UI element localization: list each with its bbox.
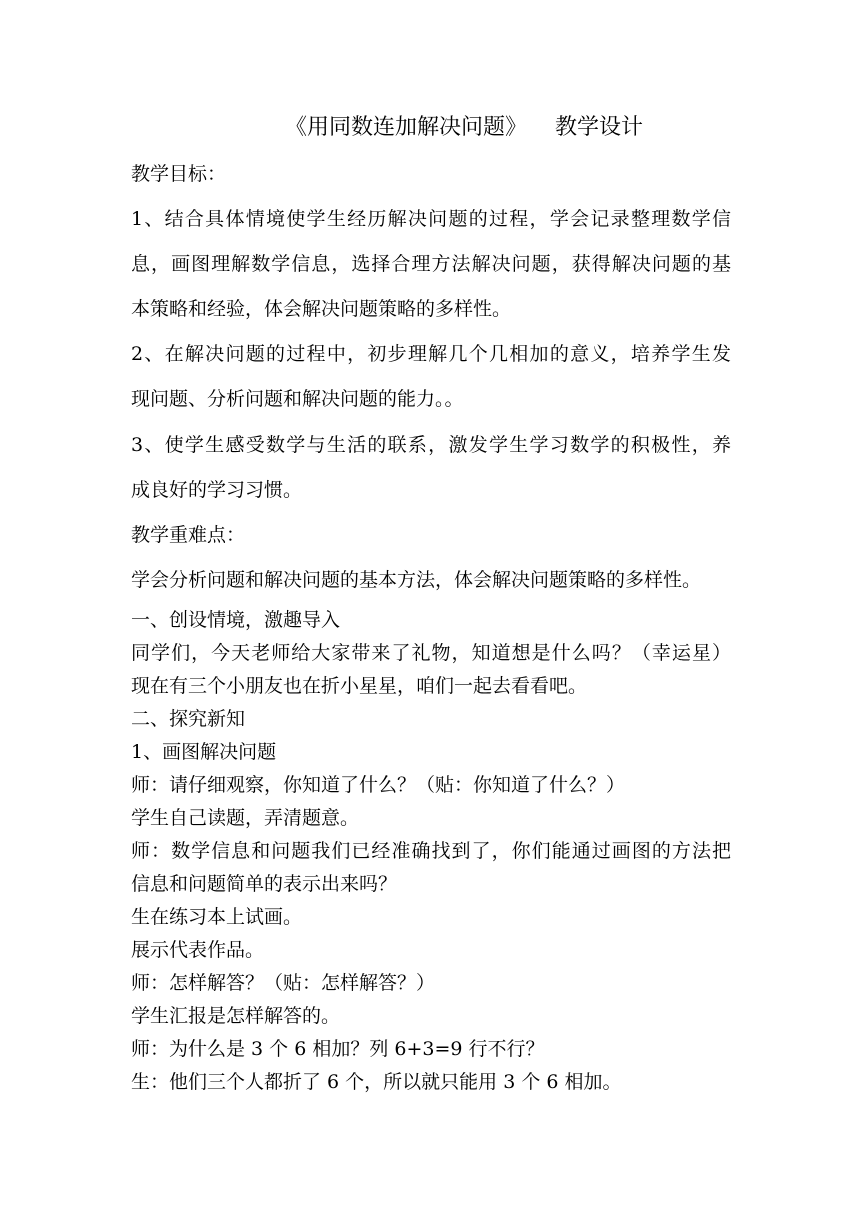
teacher-line-3: 师：怎样解答？（贴：怎样解答？） — [131, 972, 436, 994]
section-2-heading: 二、探究新知 — [131, 708, 246, 730]
goal-1-line-3: 本策略和经验，体会解决问题策略的多样性。 — [131, 298, 512, 320]
key-points-text: 学会分析问题和解决问题的基本方法，体会解决问题策略的多样性。 — [131, 569, 702, 591]
student-line-3: 学生汇报是怎样解答的。 — [131, 1005, 341, 1027]
teacher-line-2a: 师：数学信息和问题我们已经准确找到了，你们能通过画图的方法把 — [131, 840, 731, 862]
heading-key-points: 教学重难点： — [131, 524, 246, 546]
student-line-1: 学生自己读题，弄清题意。 — [131, 807, 360, 829]
subsection-1-heading: 1、画图解决问题 — [131, 741, 277, 763]
goal-2-line-1: 2、在解决问题的过程中，初步理解几个几相加的意义，培养学生发 — [131, 343, 731, 365]
teacher-line-1: 师：请仔细观察，你知道了什么？（贴：你知道了什么？） — [131, 774, 626, 796]
intro-line-2: 现在有三个小朋友也在折小星星，咱们一起去看看吧。 — [131, 675, 588, 697]
goal-1-line-2: 息，画图理解数学信息，选择合理方法解决问题，获得解决问题的基 — [131, 253, 731, 275]
goal-3-line-1: 3、使学生感受数学与生活的联系，激发学生学习数学的积极性，养 — [131, 434, 731, 456]
goal-3-line-2: 成良好的学习习惯。 — [131, 479, 303, 501]
student-line-2: 生在练习本上试画。 — [131, 906, 303, 928]
goal-1-line-1: 1、结合具体情境使学生经历解决问题的过程，学会记录整理数学信 — [131, 208, 731, 230]
document-title — [0, 112, 860, 144]
title-main: 《用同数连加解决问题》 — [284, 115, 527, 140]
student-line-4: 生：他们三个人都折了 6 个，所以就只能用 3 个 6 相加。 — [131, 1071, 622, 1093]
display-line: 展示代表作品。 — [131, 939, 265, 961]
teacher-line-4: 师：为什么是 3 个 6 相加？列 6+3=9 行不行？ — [131, 1038, 545, 1060]
heading-teaching-goals: 教学目标： — [131, 163, 227, 185]
intro-line-1: 同学们，今天老师给大家带来了礼物，知道想是什么吗？（幸运星） — [131, 642, 731, 664]
goal-2-line-2: 现问题、分析问题和解决问题的能力。。 — [131, 388, 464, 410]
teacher-line-2b: 信息和问题简单的表示出来吗？ — [131, 873, 398, 895]
section-1-heading: 一、创设情境，激趣导入 — [131, 609, 341, 631]
title-suffix: 教学设计 — [555, 115, 644, 140]
